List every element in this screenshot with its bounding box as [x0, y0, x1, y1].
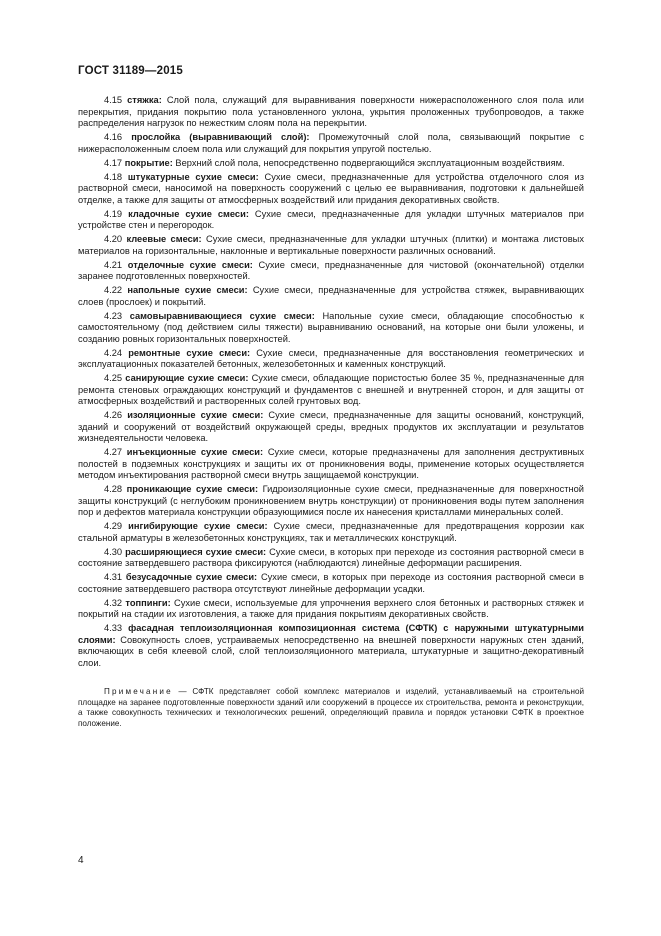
term-definition: Верхний слой пола, непосредственно подвергающийся эксплуатационным воздействиям.	[175, 157, 565, 168]
term-definition: Напольные сухие смеси, обладающие способностью к самостоятельному (под действием силы тяжести) выравниванию оснований, на которые они были уложены, и созданию ровных горизонтальных поверхностей.	[78, 310, 584, 344]
term-entry	[78, 348, 584, 371]
term-entry	[78, 598, 584, 621]
term-entry	[78, 521, 584, 544]
term-name: самовыравнивающиеся сухие смеси:	[129, 310, 315, 321]
term-entry	[78, 447, 584, 482]
term-entry	[78, 547, 584, 570]
term-name: санирующие сухие смеси:	[125, 373, 249, 383]
term-number: 4.29	[104, 521, 123, 531]
term-entry	[78, 132, 584, 155]
page-number: 4	[78, 855, 84, 866]
term-number: 4.28	[104, 484, 123, 494]
term-definition: Сухие смеси, в которых при переходе из состояния растворной смеси в состояние затвердевшего раствора отсутствуют линейные деформации усадки.	[78, 572, 584, 594]
term-number: 4.19	[104, 208, 123, 219]
note-label: Примечание	[104, 687, 173, 696]
term-name: изоляционные сухие смеси:	[127, 410, 264, 420]
note-text: — СФТК представляет собой комплекс материалов и изделий, устанавливаемый на строительной площадке на заранее подготовленные поверхности зданий или сооружений в процессе их строительства, ремонта и реконструкции, а также совокупность технических и технологических решений, определяющий правила и порядок установки СФТК в проектное положение.	[78, 687, 584, 728]
term-number: 4.30	[104, 546, 123, 557]
term-number: 4.31	[104, 572, 123, 582]
term-name: фасадная теплоизоляционная композиционная система (СФТК) с наружными штукатурными слоями:	[78, 623, 584, 645]
term-number: 4.16	[104, 132, 123, 142]
term-name: напольные сухие смеси:	[127, 285, 248, 295]
term-number: 4.17	[104, 157, 123, 168]
term-definition: Сухие смеси, предназначенные для защиты оснований, конструкций, зданий и сооружений от воздействий окружающей среды, вредных продуктов их эксплуатации и результатов жизнедеятельности человека.	[78, 410, 584, 443]
term-definition: Сухие смеси, предназначенные для устройства стяжек, выравнивающих слоев (прослоек) и покрытий.	[78, 285, 584, 307]
term-name: безусадочные сухие смеси:	[125, 572, 258, 582]
term-definition: Слой пола, служащий для выравнивания поверхности нижерасположенного слоя пола или перекрытия, придания покрытию пола установленного уклона, укрытия проложенных трубопроводов, а также распределения нагрузок по нежестким слоям пола на перекрытии.	[78, 95, 584, 128]
term-number: 4.32	[104, 597, 123, 608]
term-entry	[78, 311, 584, 346]
term-definition: Сухие смеси, обладающие пористостью более 35 %, предназначенные для ремонта стеновых ограждающих конструкций и фундаментов с внешней и внутренней сторон, и для защиты от атмосферных воздействий и растворенных солей грунтовых вод.	[78, 373, 585, 406]
standard-header: ГОСТ 31189—2015	[78, 65, 183, 77]
term-name: ремонтные сухие смеси:	[128, 347, 251, 358]
term-entry	[78, 410, 584, 445]
term-name: ингибирующие сухие смеси:	[128, 521, 268, 531]
term-name: штукатурные сухие смеси:	[127, 171, 259, 182]
term-entry	[78, 285, 584, 308]
term-number: 4.23	[104, 310, 123, 321]
note-paragraph	[78, 687, 584, 729]
term-name: прослойка (выравнивающий слой):	[131, 132, 310, 142]
term-definition: Сухие смеси, предназначенные для восстановления геометрических и эксплуатационных показателей бетонных, железобетонных и каменных конструкций.	[78, 347, 585, 369]
term-definition: Сухие смеси, предназначенные для предотвращения коррозии как стальной арматуры в железобетонных конструкциях, так и металлических конструкций.	[78, 521, 584, 543]
terms-body	[78, 95, 584, 737]
term-entry	[78, 172, 584, 207]
term-name: покрытие:	[124, 157, 173, 168]
term-definition: Гидроизоляционные сухие смеси, предназначенные для поверхностной защиты конструкций (с неглубоким проникновением внутрь конструкции) от проникновения воды путем заполнения пор и дефектов материала конструкции образующимися после их нанесения кристаллами минеральных солей.	[78, 484, 584, 517]
term-number: 4.24	[104, 347, 123, 358]
term-name: клеевые смеси:	[126, 234, 202, 244]
term-number: 4.21	[104, 259, 123, 270]
term-number: 4.33	[104, 623, 123, 633]
term-definition: Сухие смеси, в которых при переходе из состояния растворной смеси в состояние затвердевшего раствора фиксируются (наблюдаются) линейные деформации расширения.	[78, 546, 584, 568]
term-entry	[78, 260, 584, 283]
term-name: отделочные сухие смеси:	[127, 259, 253, 270]
term-entry	[78, 623, 584, 669]
term-number: 4.27	[104, 447, 123, 457]
term-entry	[78, 373, 584, 408]
term-number: 4.20	[104, 234, 123, 244]
term-definition: Сухие смеси, предназначенные для чистовой (окончательной) отделки заранее подготовленных поверхностей.	[78, 259, 585, 281]
term-definition: Сухие смеси, предназначенные для укладки штучных материалов при устройстве стен и перегородок.	[78, 208, 584, 230]
term-number: 4.18	[104, 171, 123, 182]
term-definition: Сухие смеси, предназначенные для укладки штучных (плитки) и монтажа листовых материалов на горизонтальные, наклонные и вертикальные поверхности различных оснований.	[78, 234, 585, 256]
term-entry	[78, 95, 584, 130]
terms-list	[78, 95, 584, 669]
term-number: 4.26	[104, 410, 123, 420]
term-number: 4.25	[104, 373, 123, 383]
term-name: стяжка:	[127, 95, 162, 105]
term-entry	[78, 484, 584, 519]
term-name: кладочные сухие смеси:	[128, 208, 249, 219]
term-name: топпинги:	[125, 597, 171, 608]
term-definition: Сухие смеси, которые предназначены для заполнения деструктивных полостей в подземных конструкциях и защиты их от проникновения воды, применение которых осуществляется методом инъектирования растворной смеси внутрь защищаемой конструкции.	[78, 447, 584, 480]
term-number: 4.15	[104, 95, 123, 105]
term-definition: Промежуточный слой пола, связывающий покрытие с нижерасположенным слоем пола или служащий для покрытия упругой постелью.	[78, 132, 584, 154]
term-entry	[78, 572, 584, 595]
term-entry	[78, 209, 584, 232]
term-definition: Совокупность слоев, устраиваемых непосредственно на внешней поверхности наружных стен зданий, включающих в себя клеевой слой, слой теплоизоляционного материала, штукатурные и защитно-декоративный слои.	[78, 634, 584, 668]
term-name: инъекционные сухие смеси:	[126, 447, 264, 457]
term-definition: Сухие смеси, используемые для упрочнения верхнего слоя бетонных и растворных стяжек и покрытий на стадии их изготовления, а также для придания покрытиям декоративных свойств.	[78, 597, 584, 619]
term-name: расширяющиеся сухие смеси:	[125, 546, 267, 557]
term-name: проникающие сухие смеси:	[126, 484, 259, 494]
term-number: 4.22	[104, 285, 123, 295]
term-definition: Сухие смеси, предназначенные для устройства отделочного слоя из растворной смеси, наносимой на поверхность сооружений с целью ее выравнивания, подготовки к дальнейшей отделке, а также для защиты от атмосферных воздействий или придания декоративных свойств.	[78, 171, 584, 205]
term-entry	[78, 234, 584, 257]
term-entry	[78, 158, 584, 170]
